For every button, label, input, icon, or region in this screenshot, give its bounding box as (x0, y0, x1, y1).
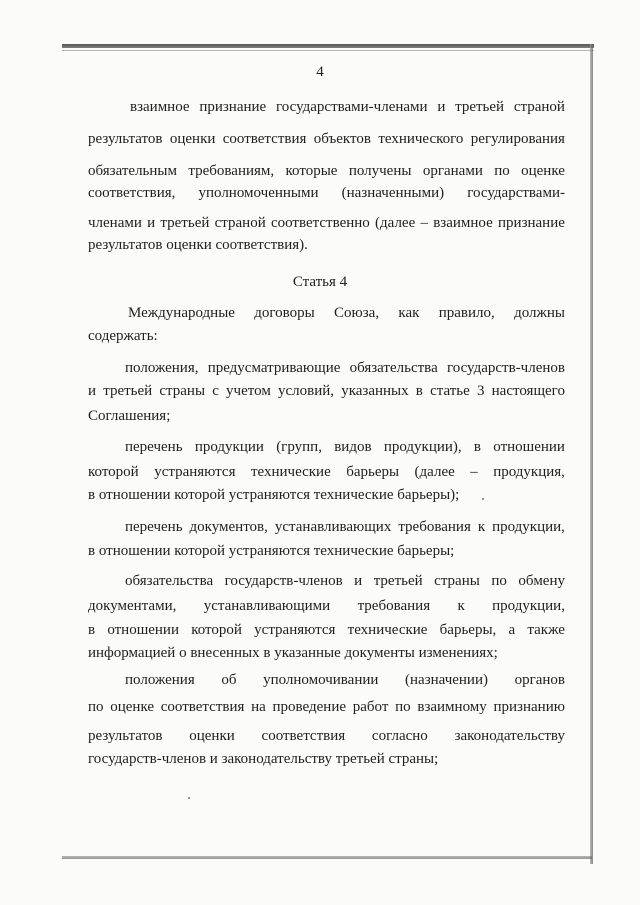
text-line: в отношении которой устраняются технические барьеры; (88, 543, 455, 559)
text-line: которой устраняются технические барьеры (далее – продукция, (88, 464, 565, 480)
text-line: документами, устанавливающими требования к продукции, (88, 598, 565, 614)
text-line: в отношении которой устраняются технические барьеры, а также (88, 622, 565, 638)
right-border-line (590, 44, 593, 864)
text-line: положения об уполномочивании (назначении) органов (125, 672, 565, 688)
text-line: в отношении которой устраняются технические барьеры); (88, 487, 460, 503)
text-line: результатов оценки соответствия согласно законодательству (88, 728, 565, 744)
text-line: Международные договоры Союза, как правило, должны (128, 305, 565, 321)
text-line: положения, предусматривающие обязательства государств-членов (125, 360, 565, 376)
text-line: перечень документов, устанавливающих требования к продукции, (125, 519, 565, 535)
page-number: 4 (316, 64, 324, 80)
text-line: результатов оценки соответствия). (88, 237, 308, 253)
text-line: обязательным требованиям, которые получены органами по оценке (88, 163, 565, 179)
text-line: членами и третьей страной соответственно (далее – взаимное признание (88, 215, 565, 231)
scan-speck (482, 498, 484, 500)
top-border-line-thin (62, 50, 594, 51)
text-line: взаимное признание государствами-членами и третьей страной (130, 99, 565, 115)
text-line: и третьей страны с учетом условий, указанных в статье 3 настоящего (88, 383, 565, 399)
text-line: результатов оценки соответствия объектов технического регулирования (88, 131, 565, 147)
text-line: обязательства государств-членов и третьей страны по обмену (125, 573, 565, 589)
scan-speck (188, 797, 190, 799)
article-heading: Статья 4 (292, 274, 348, 290)
text-line: государств-членов и законодательству третьей страны; (88, 751, 439, 767)
text-line: соответствия, уполномоченными (назначенными) государствами- (88, 185, 565, 201)
text-line: перечень продукции (групп, видов продукции), в отношении (125, 439, 565, 455)
text-line: Соглашения; (88, 408, 171, 424)
bottom-border-line (62, 856, 592, 859)
text-line: по оценке соответствия на проведение работ по взаимному признанию (88, 699, 565, 715)
top-border-line (62, 44, 594, 48)
text-line: информацией о внесенных в указанные документы изменениях; (88, 645, 498, 661)
text-line: содержать: (88, 328, 158, 344)
